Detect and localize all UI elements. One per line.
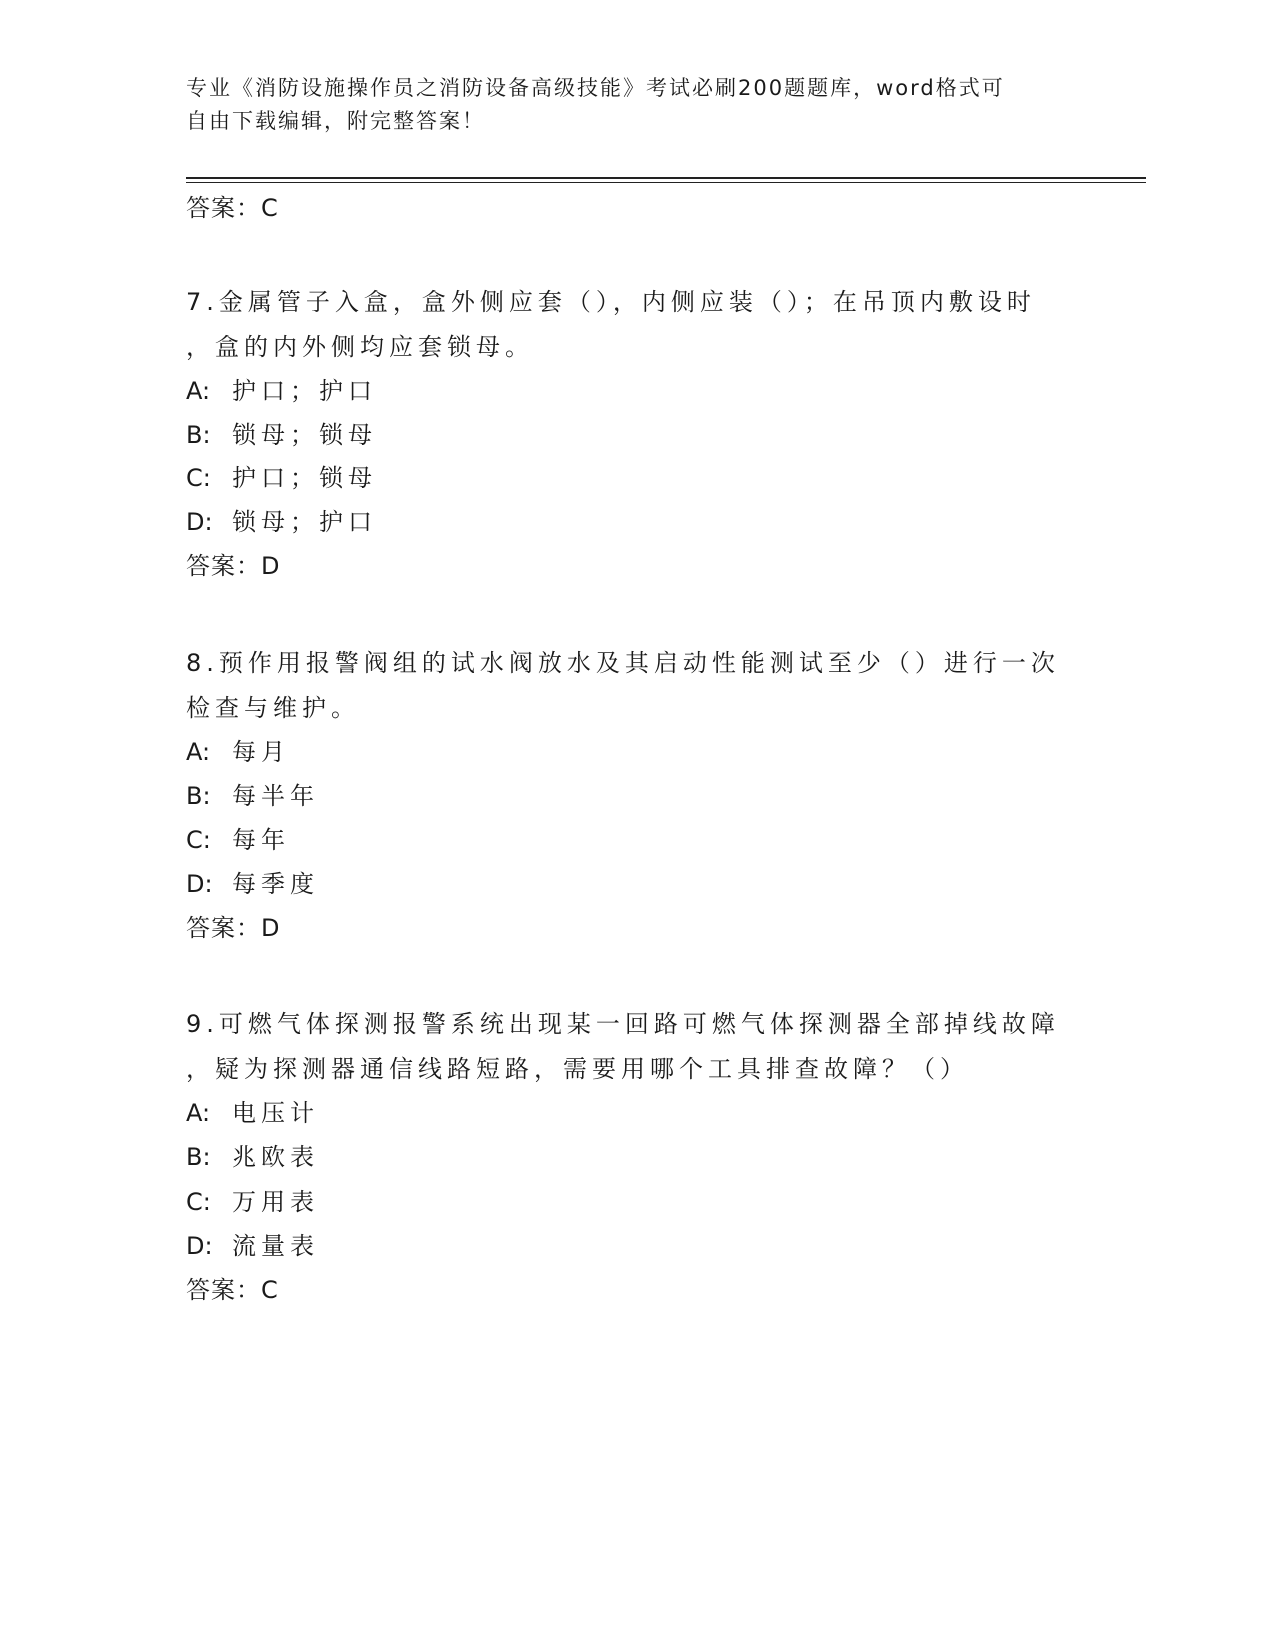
question-stem-line-2: ，盒的内外侧均应套锁母。 [186, 333, 534, 361]
option-text: 护口；锁母 [232, 464, 377, 492]
option-text: 锁母；锁母 [232, 421, 377, 449]
option-b [186, 781, 319, 811]
answer: 答案：C [186, 1276, 279, 1304]
option-label: A: [186, 1099, 211, 1127]
option-label: B: [186, 782, 211, 810]
option-text: 万用表 [232, 1188, 319, 1216]
option-label: C: [186, 826, 211, 854]
document-header [186, 72, 1066, 138]
option-label: D: [186, 1232, 213, 1260]
header-line-2: 自由下载编辑，附完整答案！ [186, 109, 485, 133]
option-text: 锁母；护口 [232, 508, 377, 536]
option-label: D: [186, 508, 213, 536]
question-stem-line-2: 检查与维护。 [186, 694, 360, 722]
option-c [186, 1187, 319, 1217]
option-label: B: [186, 421, 211, 449]
option-d [186, 507, 377, 537]
option-label: C: [186, 1188, 211, 1216]
option-text: 护口；护口 [232, 377, 377, 405]
option-text: 每月 [232, 738, 290, 766]
header-line-1: 专业《消防设施操作员之消防设备高级技能》考试必刷200题题库，word格式可 [186, 76, 1005, 100]
option-a [186, 737, 290, 767]
option-text: 每季度 [232, 870, 319, 898]
option-label: B: [186, 1143, 211, 1171]
answer: 答案：D [186, 552, 281, 580]
option-text: 兆欧表 [232, 1143, 319, 1171]
option-c [186, 825, 290, 855]
question-stem-line-2: ，疑为探测器通信线路短路，需要用哪个工具排查故障？（） [186, 1055, 969, 1083]
answer: 答案：D [186, 914, 281, 942]
answer-prev: 答案：C [186, 194, 279, 222]
option-b [186, 1142, 319, 1172]
option-text: 每半年 [232, 782, 319, 810]
question-stem-line-1: 7.金属管子入盒，盒外侧应套（），内侧应装（）；在吊顶内敷设时 [186, 288, 1036, 316]
option-d [186, 1231, 319, 1261]
option-label: A: [186, 377, 211, 405]
option-label: C: [186, 464, 211, 492]
option-text: 电压计 [232, 1099, 319, 1127]
header-divider-thin [186, 182, 1146, 183]
option-label: D: [186, 870, 213, 898]
option-c [186, 463, 377, 493]
option-a [186, 1098, 319, 1128]
option-label: A: [186, 738, 211, 766]
option-text: 流量表 [232, 1232, 319, 1260]
question-stem-line-1: 9.可燃气体探测报警系统出现某一回路可燃气体探测器全部掉线故障 [186, 1010, 1060, 1038]
option-b [186, 420, 377, 450]
option-d [186, 869, 319, 899]
option-a [186, 376, 377, 406]
question-stem-line-1: 8.预作用报警阀组的试水阀放水及其启动性能测试至少（）进行一次 [186, 649, 1060, 677]
option-text: 每年 [232, 826, 290, 854]
header-divider-thick [186, 177, 1146, 179]
